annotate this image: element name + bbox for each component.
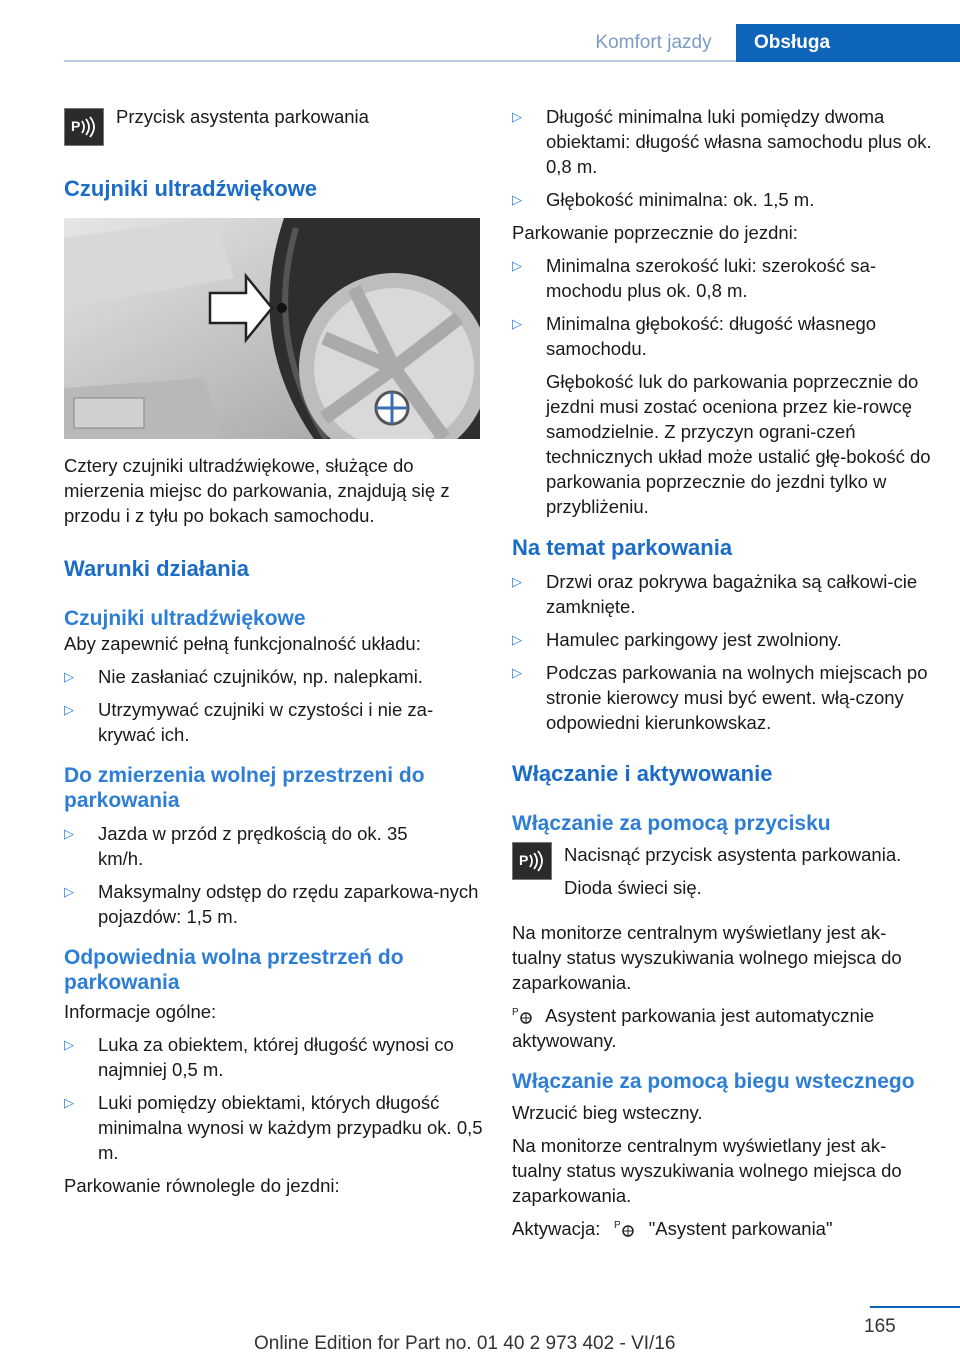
- bullet-triangle-icon: ▷: [512, 632, 522, 647]
- svg-text:P: P: [512, 1007, 519, 1018]
- left-column: [64, 96, 484, 1198]
- edition-footer: Online Edition for Part no. 01 40 2 973 402 - VI/16: [254, 1333, 676, 1354]
- bullet-triangle-icon: ▷: [512, 109, 522, 124]
- heading-by-button: Włączanie za pomocą przycisku: [512, 812, 831, 835]
- bullet-triangle-icon: ▷: [64, 1037, 74, 1052]
- footer-rule: [870, 1306, 960, 1308]
- list-item: ▷ Nie zasłaniać czujników, np. nalepkami.: [64, 666, 423, 687]
- heading-measure: Do zmierzenia wolnej przestrzeni do parkowania: [64, 764, 425, 812]
- list-item: ▷ Luka za obiektem, której długość wynosi co najmniej 0,5 m.: [64, 1034, 454, 1080]
- svg-text:P: P: [519, 852, 529, 868]
- bullet-triangle-icon: ▷: [64, 669, 74, 684]
- bullet-triangle-icon: ▷: [512, 665, 522, 680]
- heading-conditions: Warunki działania: [64, 556, 250, 581]
- list-item: ▷ Luki pomiędzy obiektami, których długość minimalna wynosi w każdym przypadku ok. 0,5 m.: [64, 1092, 483, 1163]
- auto-activated-text: P Asystent parkowania jest automatycznie aktywowany.: [512, 1005, 875, 1051]
- bullet-triangle-icon: ▷: [512, 316, 522, 331]
- park-assist-button-icon: [512, 842, 552, 880]
- list-item: ▷ Minimalna szerokość luki: szerokość sa-mochodu plus ok. 0,8 m.: [512, 255, 877, 301]
- list-item: ▷ Drzwi oraz pokrywa bagażnika są całkowi-cie zamknięte.: [512, 571, 918, 617]
- right-column: [512, 96, 932, 1241]
- bullet-triangle-icon: ▷: [64, 1095, 74, 1110]
- activation-line: Aktywacja: P "Asystent parkowania": [512, 1218, 833, 1239]
- perp-intro: Parkowanie poprzecznie do jezdni:: [512, 222, 798, 243]
- heading-by-reverse: Włączanie za pomocą biegu wstecznego: [512, 1070, 915, 1093]
- page-number: 165: [864, 1316, 896, 1337]
- list-item: ▷ Hamulec parkingowy jest zwolniony.: [512, 629, 842, 650]
- park-assist-status-icon: [512, 1005, 536, 1025]
- heading-switch-on: Włączanie i aktywowanie: [512, 761, 773, 786]
- sensor-photo: [64, 218, 480, 439]
- bullet-triangle-icon: ▷: [512, 192, 522, 207]
- svg-text:P: P: [613, 1220, 621, 1231]
- bullet-triangle-icon: ▷: [64, 826, 74, 841]
- list-item: ▷ Jazda w przód z prędkością do ok. 35 km/h.: [64, 823, 408, 869]
- bullet-triangle-icon: ▷: [512, 258, 522, 273]
- monitor-status-text-2: Na monitorze centralnym wyświetlany jest ak-tualny status wyszukiwania wolnego miejsca do zaparkowania.: [512, 1135, 902, 1206]
- space-intro: Informacje ogólne:: [64, 1001, 217, 1022]
- bullet-triangle-icon: ▷: [64, 702, 74, 717]
- monitor-status-text: Na monitorze centralnym wyświetlany jest ak-tualny status wyszukiwania wolnego miejsca do zaparkowania.: [512, 922, 902, 993]
- sensors-description: Cztery czujniki ultradźwiękowe, służące do mierzenia miejsc do parkowania, znajdują się z przodu i z tyłu po bokach samochodu.: [64, 455, 450, 526]
- list-item: ▷ Utrzymywać czujniki w czystości i nie za-krywać ich.: [64, 699, 434, 745]
- bullet-triangle-icon: ▷: [64, 884, 74, 899]
- list-item: ▷ Minimalna głębokość: długość własnego samochodu.: [512, 313, 877, 359]
- button-step-led: Dioda świeci się.: [564, 877, 702, 898]
- list-item: ▷ Głębokość minimalna: ok. 1,5 m.: [512, 189, 815, 210]
- list-item: ▷ Długość minimalna luki pomiędzy dwoma obiektami: długość własna samochodu plus ok. 0,8 m.: [512, 106, 932, 177]
- button-step-press: Nacisnąć przycisk asystenta parkowania.: [564, 844, 902, 865]
- heading-space: Odpowiednia wolna przestrzeń do parkowania: [64, 946, 404, 994]
- list-item: ▷ Podczas parkowania na wolnych miejscach po stronie kierowcy musi być ewent. włą-czony odpowiedni kierunkowskaz.: [512, 662, 928, 733]
- svg-text:P: P: [71, 118, 81, 134]
- sensors2-intro: Aby zapewnić pełną funkcjonalność układu:: [64, 633, 421, 654]
- parallel-intro: Parkowanie równolegle do jezdni:: [64, 1175, 340, 1196]
- park-assist-button-icon: [64, 108, 104, 146]
- tab-komfort-jazdy[interactable]: Komfort jazdy: [595, 32, 712, 53]
- tab-obsluga[interactable]: Obsługa: [736, 24, 960, 62]
- park-assist-menu-icon: [614, 1218, 644, 1238]
- perp-note: Głębokość luk do parkowania poprzecznie do jezdni musi zostać oceniona przez kie-rowcę samodzielnie. Z przyczyn ograni-czeń technicznych układ może ustalić głę-bokość do parkowania poprzecznie do jezdni tylko w przybliżeniu.: [546, 371, 931, 517]
- reverse-step: Wrzucić bieg wsteczny.: [512, 1102, 703, 1123]
- heading-sensors-2: Czujniki ultradźwiękowe: [64, 607, 306, 630]
- button-caption: Przycisk asystenta parkowania: [116, 106, 369, 127]
- list-item: ▷ Maksymalny odstęp do rzędu zaparkowa-nych pojazdów: 1,5 m.: [64, 881, 479, 927]
- heading-about-parking: Na temat parkowania: [512, 535, 733, 560]
- bullet-triangle-icon: ▷: [512, 574, 522, 589]
- heading-sensors: Czujniki ultradźwiękowe: [64, 176, 318, 201]
